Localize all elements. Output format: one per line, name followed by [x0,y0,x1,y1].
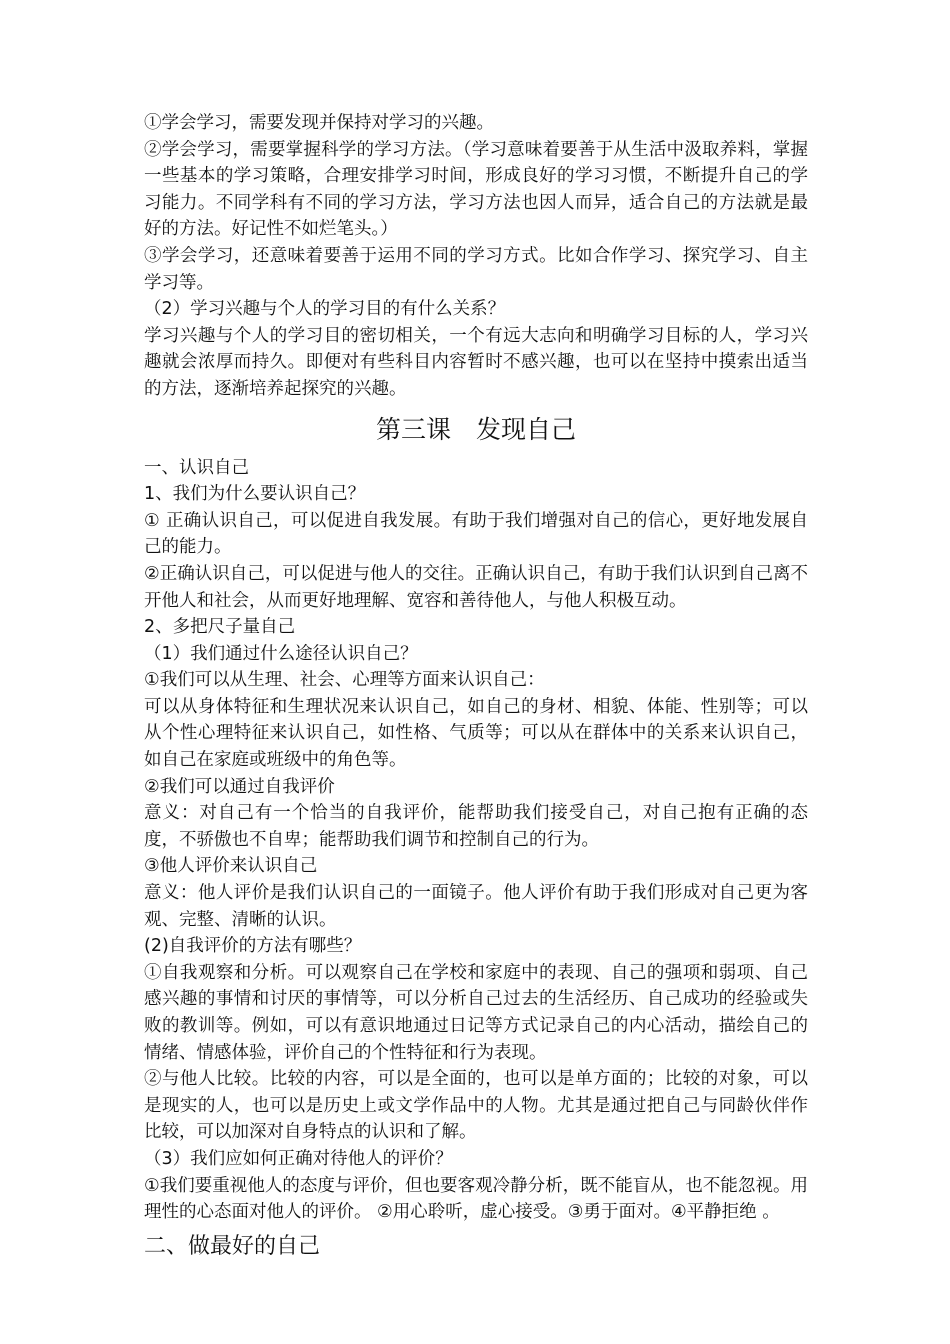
question-self-evaluation-methods: (2)自我评价的方法有哪些？ [144,936,362,957]
lesson-title: 第三课 发现自己 [375,414,576,444]
answer-aspects: ①我们可以从生理、社会、心理等方面来认识自己： [144,670,545,691]
paragraph-learning-modes: ③学会学习，还意味着要善于运用不同的学习方式。比如合作学习、探究学习、自主学习等。 [144,245,808,293]
meaning-others-evaluation: 意义：他人评价是我们认识自己的一面镜子。他人评价有助于我们形成对自己更为客观、完整、清晰的认识。 [144,883,808,930]
document-page [144,110,808,1262]
section-heading-know-yourself: 一、认识自己 [144,457,249,478]
answer-self-development: ① 正确认识自己，可以促进自我发展。有助于我们增强对自己的信心，更好地发展自己的能力。 [144,510,808,558]
section-heading-best-self: 二、做最好的自己 [144,1233,321,1259]
answer-interaction: ②正确认识自己，可以促进与他人的交往。正确认识自己，有助于我们认识到自己离不开他人和社会，从而更好地理解、宽容和善待他人，与他人积极互动。 [144,563,808,611]
answer-self-evaluation: ②我们可以通过自我评价 [144,776,335,797]
answer-treat-others-evaluation: ①我们要重视他人的态度与评价，但也要客观冷静分析，既不能盲从，也不能忽视。用理性的心态面对他人的评价。 ②用心聆听，虚心接受。③勇于面对。④平静拒绝 。 [144,1175,808,1223]
question-treat-others-evaluation: （3）我们应如何正确对待他人的评价？ [144,1148,453,1169]
subheading-many-rulers: 2、多把尺子量自己 [144,617,296,638]
question-why-know-yourself: 1、我们为什么要认识自己？ [144,484,366,505]
answer-others-evaluation: ③他人评价来认识自己 [144,856,318,877]
paragraph-interest: ①学会学习，需要发现并保持对学习的兴趣。 [144,113,494,133]
answer-aspects-detail: 可以从身体特征和生理状况来认识自己，如自己的身材、相貌、体能、性别等；可以从个性心理特征来认识自己，如性格、气质等；可以从在群体中的关系来认识自己，如自己在家庭或班级中的角色等。 [144,696,808,771]
meaning-self-evaluation: 意义：对自己有一个恰当的自我评价，能帮助我们接受自己，对自己抱有正确的态度，不骄傲也不自卑；能帮助我们调节和控制自己的行为。 [144,803,808,850]
paragraph-method: ②学会学习，需要掌握科学的学习方法。（学习意味着要善于从生活中汲取养料，掌握一些基本的学习策略，合理安排学习时间，形成良好的学习习惯，不断提升自己的学习能力。不同学科有不同的学习方法，学习方法也因人而异，适合自己的方法就是最好的方法。好记性不如烂笔头。） [144,139,808,240]
answer-interest-purpose: 学习兴趣与个人的学习目的密切相关，一个有远大志向和明确学习目标的人，学习兴趣就会浓厚而持久。即便对有些科目内容暂时不感兴趣，也可以在坚持中摸索出适当的方法，逐渐培养起探究的兴趣。 [144,325,808,399]
method-observe-analyze: ①自我观察和分析。可以观察自己在学校和家庭中的表现、自己的强项和弱项、自己感兴趣的事情和讨厌的事情等，可以分析自己过去的生活经历、自己成功的经验或失败的教训等。例如，可以有意识地通过日记等方式记录自己的内心活动，描绘自己的情绪、情感体验，评价自己的个性特征和行为表现。 [144,962,808,1063]
question-ways-to-know: （1）我们通过什么途径认识自己？ [144,643,418,664]
method-compare-others: ②与他人比较。比较的内容，可以是全面的，也可以是单方面的；比较的对象，可以是现实的人，也可以是历史上或文学作品中的人物。尤其是通过把自己与同龄伙伴作比较，可以加深对自身特点的认识和了解。 [144,1069,808,1143]
question-interest-purpose: （2）学习兴趣与个人的学习目的有什么关系？ [144,299,506,320]
